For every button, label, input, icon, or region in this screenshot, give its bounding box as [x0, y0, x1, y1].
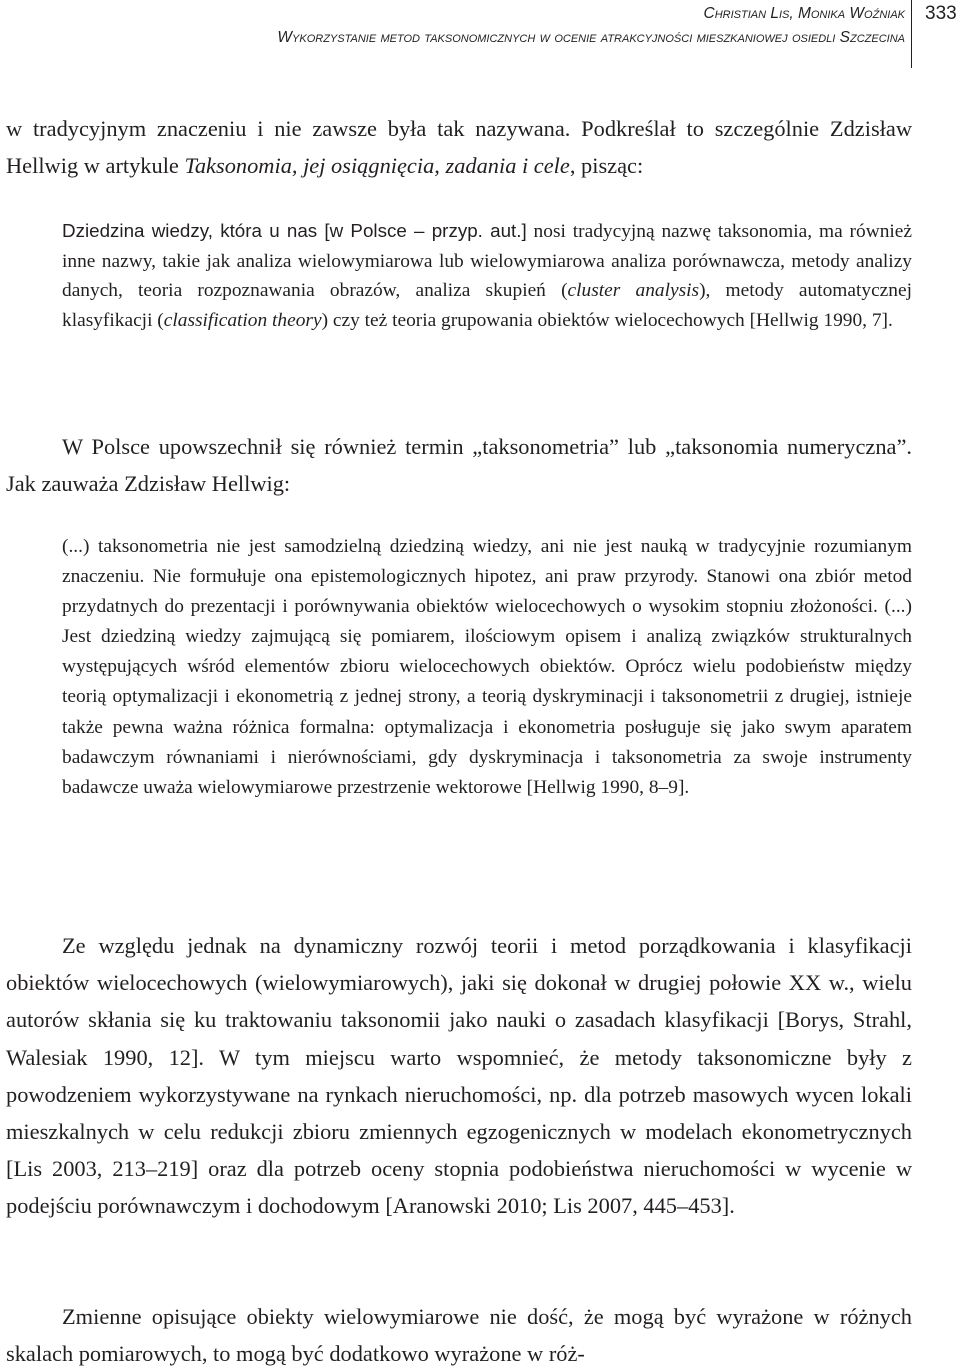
block-quote-2: (...) taksonometria nie jest samodzielną dziedziną wiedzy, ani nie jest nauką w tradycyjnie rozumianym znaczeniu. Nie formułuje ona epistemologicznych hipotez, ani praw przyrody. Stanowi ona zbiór metod przydatnych do prezentacji i porównywania obiektów wielocechowych o wysokim stopniu złożoności. (...) Jest dziedziną wiedzy zajmującą się pomiarem, ilościowym opisem i analizą związków strukturalnych występujących wśród elementów zbioru wielocechowych obiektów. Oprócz wielu podobieństw między teorią optymalizacji i ekonometrią z jednej strony, a teorią dyskryminacji i taksonometrii z drugiej, istnieje także pewna ważna różnica formalna: optymalizacja i ekonometria posługuje się jako swym aparatem badawczym równaniami i nierównościami, gdy dyskryminacja i taksonometria za swoje instrumenty badawcze uważa wielowymiarowe przestrzenie wektorowe [Hellwig 1990, 8–9]. [62, 536, 912, 798]
block-quote-1 [62, 216, 912, 335]
header-divider [911, 0, 912, 68]
paragraph-1-text-a: w tradycyjnym znaczeniu i nie zawsze była tak nazywana. Podkreślał to szczególnie Zdzisław Hellwig w artykule [6, 116, 912, 178]
quote-1-text-a: nosi tradycyjną nazwę taksonomia, ma również inne nazwy, takie jak analiza wielowymiarowa lub wielowymiarowa analiza porównawcza, metody analizy danych, teoria rozpoznawania obrazów, analiza skupień ( [62, 221, 912, 301]
quote-1-text-b: ), metody automatycznej klasyfikacji ( [62, 280, 912, 331]
quote-1-term-classification: classification theory [163, 309, 322, 331]
running-header [0, 0, 960, 70]
quote-1-term-cluster: cluster analysis [567, 280, 700, 301]
header-running-title: Wykorzystanie metod taksonomicznych w ocenie atrakcyjności mieszkaniowej osiedli Szczecina [277, 29, 905, 46]
paragraph-2: W Polsce upowszechnił się również termin „taksonometria” lub „taksonomia numeryczna”. Jak zauważa Zdzisław Hellwig: [6, 434, 912, 496]
quote-1-lead: Dziedzina wiedzy, która u nas [w Polsce – przyp. aut.] [62, 220, 527, 241]
paragraph-3: Ze względu jednak na dynamiczny rozwój teorii i metod porządkowania i klasyfikacji obiektów wielocechowych (wielowymiarowych), jaki się dokonał w drugiej połowie XX w., wielu autorów skłania się ku traktowaniu taksonomii jako nauki o zasadach klasyfikacji [Borys, Strahl, Walesiak 1990, 12]. W tym miejscu warto wspomnieć, że metody taksonomiczne były z powodzeniem wykorzystywane na rynkach nieruchomości, np. dla potrzeb masowych wycen lokali mieszkalnych w celu redukcji zbioru zmiennych egzogenicznych w modelach ekonometrycznych [Lis 2003, 213–219] oraz dla potrzeb oceny stopnia podobieństwa nieruchomości w wycenie w podejściu porównawczym i dochodowym [Aranowski 2010; Lis 2007, 445–453]. [6, 933, 912, 1219]
running-header-text [277, 2, 905, 50]
page-number: 333 [925, 3, 957, 24]
paragraph-1-text-b: , pisząc: [569, 153, 644, 178]
quote-1-text-c: ) czy też teoria grupowania obiektów wielocechowych [Hellwig 1990, 7]. [321, 309, 893, 331]
article-title: Taksonomia, jej osiągnięcia, zadania i cele [184, 153, 570, 178]
header-authors: Christian Lis, Monika Woźniak [703, 5, 905, 22]
paragraph-1 [6, 110, 912, 184]
paragraph-4: Zmienne opisujące obiekty wielowymiarowe nie dość, że mogą być wyrażone w różnych skalach pomiarowych, to mogą być dodatkowo wyrażone w róż- [6, 1304, 912, 1366]
